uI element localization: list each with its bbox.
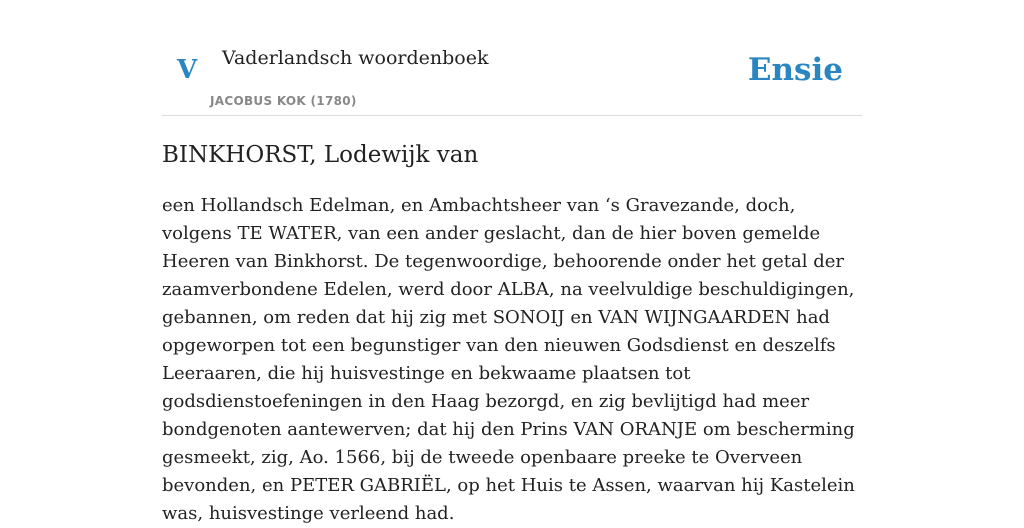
page bbox=[162, 0, 862, 524]
book-author: JACOBUS KOK (1780) bbox=[210, 94, 357, 108]
entry-title: BINKHORST, Lodewijk van bbox=[162, 142, 479, 168]
ensie-logo-link[interactable]: Ensie bbox=[747, 52, 843, 88]
book-header bbox=[162, 0, 862, 116]
book-letter-badge[interactable]: V bbox=[177, 55, 198, 85]
entry-body: een Hollandsch Edelman, en Ambachtsheer van ‘s Gravezande, doch, volgens TE WATER, van een ander geslacht, dan de hier boven gemelde Heeren van Binkhorst. De tegenwoordige, behoorende onder het getal der zaamverbondene Edelen, werd door ALBA, na veelvuldige beschuldigingen, gebannen, om reden dat hij zig met SONOIJ en VAN WIJNGAARDEN had opgeworpen tot een begunstiger van den nieuwen Godsdienst en deszelfs Leeraaren, die hij huisvestinge en bekwaame plaatsen tot godsdienstoefeningen in den Haag bezorgd, en zig bevlijtigd had meer bondgenoten aantewerven; dat hij den Prins VAN ORANJE om bescherming gesmeekt, zig, Ao. 1566, bij de tweede openbaare preeke te Overveen bevonden, en PETER GABRIËL, op het Huis te Assen, waarvan hij Kastelein was, huisvestinge verleend had. bbox=[162, 195, 855, 524]
book-title[interactable]: Vaderlandsch woordenboek bbox=[222, 47, 489, 69]
